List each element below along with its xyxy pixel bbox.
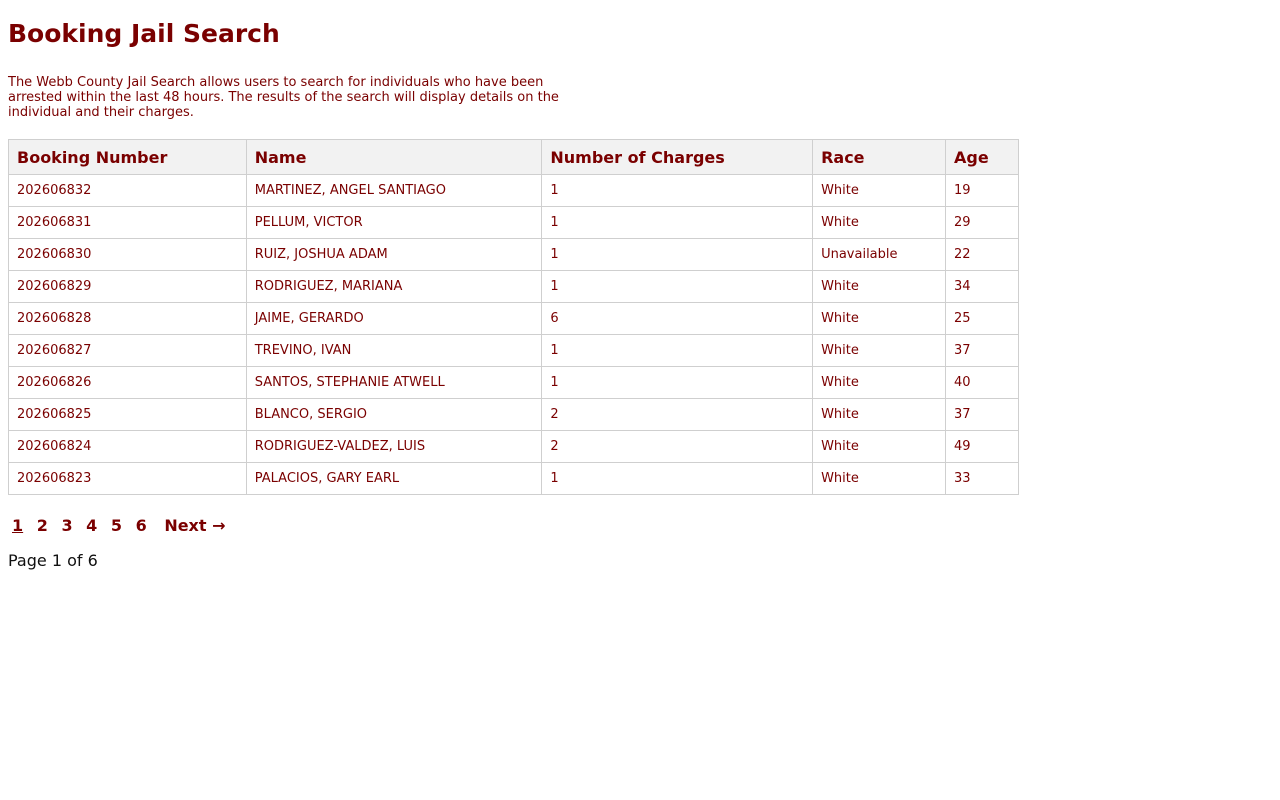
cell-charges: 2 (542, 399, 813, 431)
cell-charges: 1 (542, 239, 813, 271)
cell-age: 25 (946, 303, 1019, 335)
table-row (9, 367, 1019, 399)
page-link-1[interactable]: 1 (12, 516, 24, 535)
cell-name: JAIME, GERARDO (246, 303, 542, 335)
table-row (9, 239, 1019, 271)
cell-name: TREVINO, IVAN (246, 335, 542, 367)
cell-age: 37 (946, 399, 1019, 431)
header-number-of-charges: Number of Charges (542, 140, 813, 175)
table-row (9, 271, 1019, 303)
cell-race: White (813, 335, 946, 367)
cell-charges: 1 (542, 335, 813, 367)
cell-booking-number: 202606831 (9, 207, 247, 239)
cell-race: White (813, 399, 946, 431)
cell-charges: 1 (542, 463, 813, 495)
table-row (9, 399, 1019, 431)
cell-age: 37 (946, 335, 1019, 367)
table-row (9, 207, 1019, 239)
cell-name: PELLUM, VICTOR (246, 207, 542, 239)
page-link-3[interactable]: 3 (61, 516, 73, 535)
cell-race: White (813, 367, 946, 399)
page-status: Page 1 of 6 (8, 551, 98, 570)
page-link-6[interactable]: 6 (135, 516, 147, 535)
cell-race: White (813, 463, 946, 495)
header-age: Age (946, 140, 1019, 175)
cell-name: MARTINEZ, ANGEL SANTIAGO (246, 175, 542, 207)
results-table (8, 139, 1019, 495)
cell-booking-number: 202606827 (9, 335, 247, 367)
cell-charges: 1 (542, 175, 813, 207)
cell-booking-number: 202606829 (9, 271, 247, 303)
cell-charges: 6 (542, 303, 813, 335)
table-row (9, 463, 1019, 495)
table-row (9, 303, 1019, 335)
cell-race: White (813, 271, 946, 303)
cell-name: BLANCO, SERGIO (246, 399, 542, 431)
page-link-2[interactable]: 2 (36, 516, 48, 535)
cell-name: RODRIGUEZ, MARIANA (246, 271, 542, 303)
page-title: Booking Jail Search (8, 19, 280, 48)
cell-booking-number: 202606823 (9, 463, 247, 495)
next-page-link[interactable]: Next → (164, 516, 226, 535)
cell-name: PALACIOS, GARY EARL (246, 463, 542, 495)
cell-name: RUIZ, JOSHUA ADAM (246, 239, 542, 271)
cell-age: 49 (946, 431, 1019, 463)
cell-charges: 2 (542, 431, 813, 463)
cell-age: 33 (946, 463, 1019, 495)
page-link-5[interactable]: 5 (110, 516, 123, 535)
table-row (9, 335, 1019, 367)
cell-charges: 1 (542, 271, 813, 303)
cell-age: 22 (946, 239, 1019, 271)
cell-race: White (813, 303, 946, 335)
cell-booking-number: 202606832 (9, 175, 247, 207)
cell-booking-number: 202606828 (9, 303, 247, 335)
table-row (9, 175, 1019, 207)
cell-booking-number: 202606826 (9, 367, 247, 399)
cell-age: 19 (946, 175, 1019, 207)
cell-age: 34 (946, 271, 1019, 303)
cell-charges: 1 (542, 207, 813, 239)
header-booking-number: Booking Number (9, 140, 247, 175)
cell-race: White (813, 207, 946, 239)
table-header-row (9, 140, 1019, 175)
cell-charges: 1 (542, 367, 813, 399)
header-name: Name (246, 140, 542, 175)
cell-name: SANTOS, STEPHANIE ATWELL (246, 367, 542, 399)
header-race: Race (813, 140, 946, 175)
page-link-4[interactable]: 4 (86, 516, 98, 535)
cell-booking-number: 202606824 (9, 431, 247, 463)
cell-booking-number: 202606825 (9, 399, 247, 431)
cell-age: 29 (946, 207, 1019, 239)
cell-age: 40 (946, 367, 1019, 399)
cell-name: RODRIGUEZ-VALDEZ, LUIS (246, 431, 542, 463)
cell-race: White (813, 431, 946, 463)
cell-race: Unavailable (813, 239, 946, 271)
table-row (9, 431, 1019, 463)
page-intro: The Webb County Jail Search allows users to search for individuals who have been arrested within the last 48 hours. The results of the search will display details on the individual and their charges. (8, 75, 559, 120)
pagination (8, 516, 1272, 536)
cell-booking-number: 202606830 (9, 239, 247, 271)
cell-race: White (813, 175, 946, 207)
